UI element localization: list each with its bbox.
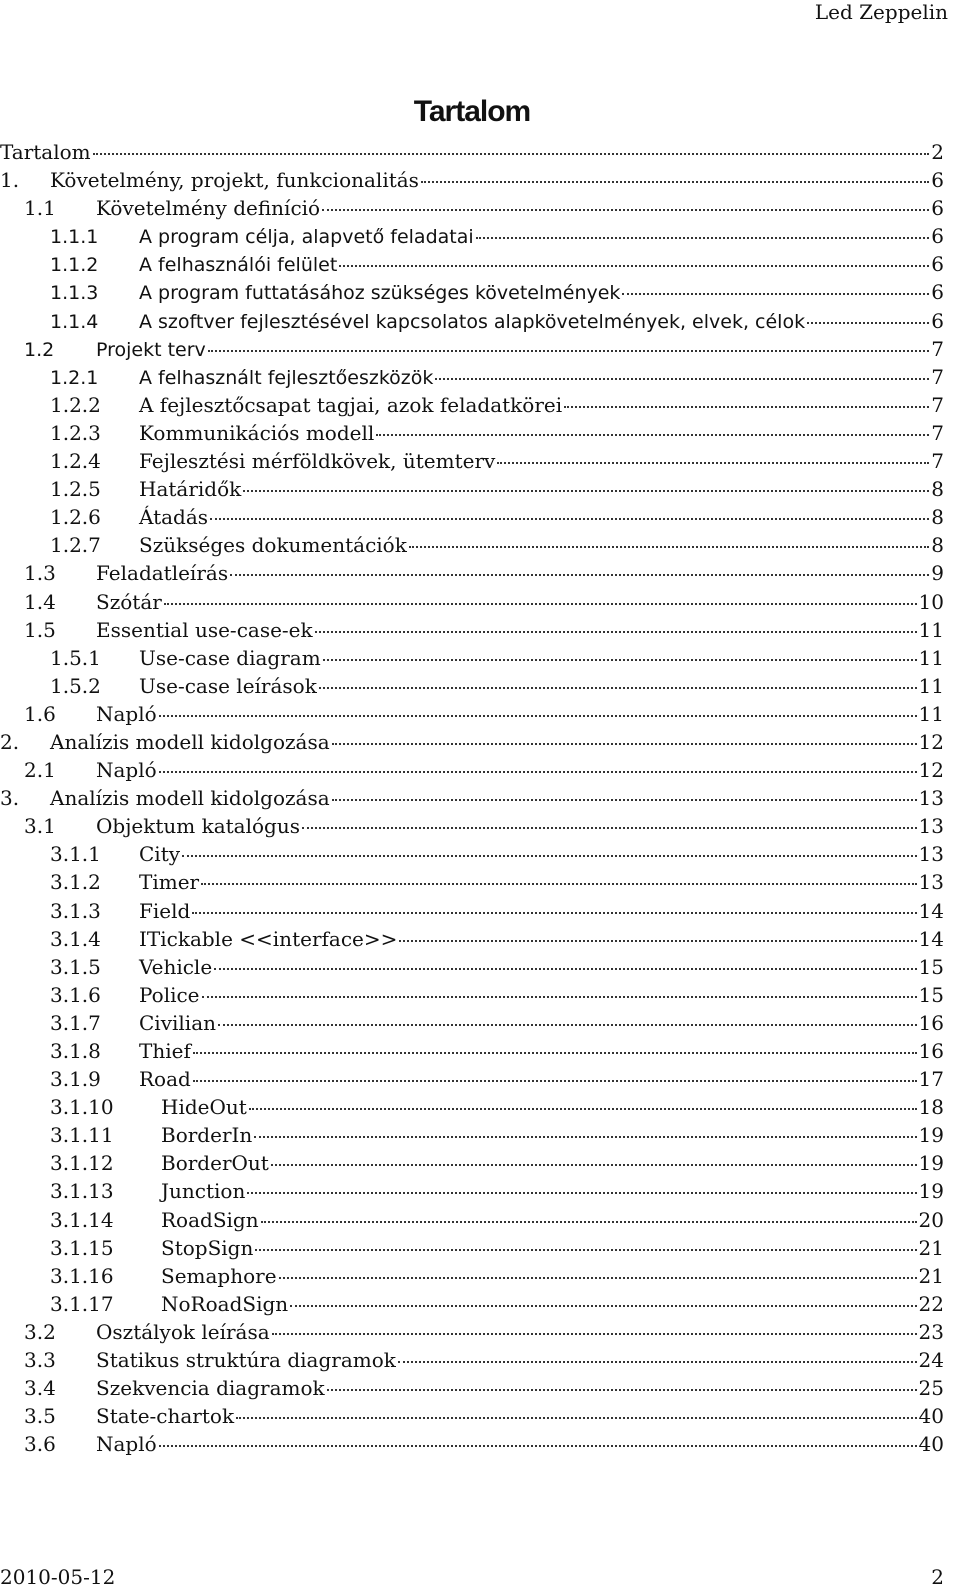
toc-entry-number: 1.5.2 xyxy=(50,673,101,698)
toc-entry-page: 22 xyxy=(918,1291,944,1316)
dot-leader xyxy=(261,1221,917,1223)
dot-leader xyxy=(315,631,917,633)
toc-entry-label: A szoftver fejlesztésével kapcsolatos alapkövetelmények, elvek, célok xyxy=(139,310,806,333)
toc-entry-number: 1.2.7 xyxy=(50,533,101,558)
toc-entry-number: 3.1.13 xyxy=(50,1179,114,1204)
dot-leader xyxy=(236,1417,916,1419)
toc-entry-page: 24 xyxy=(918,1348,944,1373)
toc-entry-number: 3.1.7 xyxy=(50,1010,101,1035)
toc-entry-number: 1.3 xyxy=(24,561,56,586)
toc-entry[interactable] xyxy=(0,1292,944,1320)
toc-entry-label: Semaphore xyxy=(161,1263,277,1288)
toc-entry-page: 7 xyxy=(931,364,944,389)
toc-entry[interactable] xyxy=(0,590,944,618)
toc-entry-page: 7 xyxy=(931,420,944,445)
dot-leader xyxy=(159,771,917,773)
toc-entry-page: 19 xyxy=(918,1151,944,1176)
toc-entry[interactable] xyxy=(0,758,944,786)
dot-leader xyxy=(247,1192,916,1194)
dot-leader xyxy=(399,940,916,942)
toc-entry-number: 1.6 xyxy=(24,701,56,726)
toc-entry-page: 7 xyxy=(931,392,944,417)
toc-entry-number: 3.1.8 xyxy=(50,1039,101,1063)
dot-leader xyxy=(192,912,916,914)
toc-entry[interactable] xyxy=(0,618,944,646)
dot-leader xyxy=(497,462,929,464)
toc-entry[interactable] xyxy=(0,1123,944,1151)
toc-entry-label: NoRoadSign xyxy=(161,1291,289,1316)
toc-entry-page: 11 xyxy=(918,645,944,670)
toc-entry-number: 3.4 xyxy=(24,1376,56,1401)
toc-entry-number: 1.2.4 xyxy=(50,449,101,474)
toc-entry-page: 25 xyxy=(918,1376,944,1401)
dot-leader xyxy=(208,350,929,352)
toc-entry[interactable] xyxy=(0,730,944,758)
toc-entry-number: 3.1.10 xyxy=(50,1095,114,1120)
toc-entry-number: 3.5 xyxy=(24,1404,56,1429)
toc-entry-page: 6 xyxy=(931,224,944,249)
toc-entry-page: 11 xyxy=(918,673,944,698)
toc-entry[interactable] xyxy=(0,1236,944,1264)
toc-entry-label: A felhasználói felület xyxy=(139,254,338,277)
toc-entry-page: 11 xyxy=(918,617,944,642)
toc-entry-page: 16 xyxy=(918,1039,944,1063)
dot-leader xyxy=(214,968,916,970)
toc-entry-page: 13 xyxy=(918,786,944,811)
toc-entry-number: 3.1.15 xyxy=(50,1235,114,1260)
toc-entry-number: 3.1.17 xyxy=(50,1291,114,1316)
toc-entry-page: 40 xyxy=(918,1432,944,1457)
toc-entry-number: 3.3 xyxy=(24,1348,56,1373)
toc-entry-label: Projekt terv xyxy=(96,338,206,361)
toc-entry[interactable] xyxy=(0,421,944,449)
toc-entry-label: Field xyxy=(139,898,191,923)
toc-entry-number: 1.1 xyxy=(24,196,56,221)
toc-entry-label: Road xyxy=(139,1067,191,1092)
dot-leader xyxy=(201,883,916,885)
toc-entry[interactable] xyxy=(0,140,944,168)
dot-leader xyxy=(230,574,929,576)
toc-entry-number: 3.1 xyxy=(24,814,56,839)
dot-leader xyxy=(164,603,917,605)
toc-entry-label: Kommunikációs modell xyxy=(139,420,375,445)
toc-entry-number: 1.2.2 xyxy=(50,392,101,417)
toc-entry-page: 17 xyxy=(918,1067,944,1092)
toc-entry[interactable] xyxy=(0,674,944,702)
toc-entry-number: 1.5 xyxy=(24,617,56,642)
toc-entry-number: 1.2.5 xyxy=(50,477,101,502)
dot-leader xyxy=(323,659,917,661)
toc-entry-label: Objektum katalógus xyxy=(96,814,300,839)
toc-entry-number: 3.1.4 xyxy=(50,926,101,951)
table-of-contents xyxy=(0,140,944,1460)
dot-leader xyxy=(327,1389,917,1391)
dot-leader xyxy=(159,715,917,717)
toc-entry[interactable] xyxy=(0,1039,944,1067)
toc-entry[interactable] xyxy=(0,393,944,421)
dot-leader xyxy=(255,1249,916,1251)
toc-entry-number: 3.1.12 xyxy=(50,1151,114,1176)
toc-entry[interactable] xyxy=(0,1264,944,1292)
dot-leader xyxy=(249,1108,917,1110)
toc-entry-label: A program futtatásához szükséges követelmények xyxy=(139,282,621,305)
toc-entry[interactable] xyxy=(0,224,944,252)
toc-entry-page: 10 xyxy=(918,589,944,614)
toc-entry-label: ITickable <<interface>> xyxy=(139,926,398,951)
toc-entry-label: Napló xyxy=(96,758,157,783)
toc-entry-number: 1.2.6 xyxy=(50,505,101,530)
toc-entry[interactable] xyxy=(0,899,944,927)
dot-leader xyxy=(435,378,929,380)
toc-entry-number: 3.2 xyxy=(24,1319,56,1344)
toc-entry-page: 6 xyxy=(931,168,944,193)
toc-entry[interactable] xyxy=(0,1320,944,1348)
dot-leader xyxy=(193,1052,917,1054)
toc-entry-page: 21 xyxy=(918,1263,944,1288)
toc-entry-page: 19 xyxy=(918,1179,944,1204)
toc-entry[interactable] xyxy=(0,927,944,955)
toc-entry-label: City xyxy=(139,842,181,867)
dot-leader xyxy=(409,546,929,548)
toc-entry-page: 2 xyxy=(931,140,944,164)
toc-entry-label: Osztályok leírása xyxy=(96,1319,270,1344)
dot-leader xyxy=(332,799,917,801)
toc-entry-label: StopSign xyxy=(161,1235,254,1260)
toc-entry-label: Szótár xyxy=(96,589,162,614)
toc-entry-number: 3.1.11 xyxy=(50,1123,114,1148)
dot-leader xyxy=(339,265,929,267)
dot-leader xyxy=(376,434,929,436)
toc-entry[interactable] xyxy=(0,842,944,870)
toc-entry-number: 3.1.2 xyxy=(50,870,101,895)
toc-entry-label: Essential use-case-ek xyxy=(96,617,313,642)
toc-entry[interactable] xyxy=(0,870,944,898)
toc-entry-page: 14 xyxy=(918,898,944,923)
toc-entry-label: Napló xyxy=(96,701,157,726)
toc-entry-number: 3.1.5 xyxy=(50,954,101,979)
toc-entry-number: 1.1.3 xyxy=(50,282,99,305)
toc-entry-page: 8 xyxy=(931,477,944,502)
toc-entry-number: 1.4 xyxy=(24,589,56,614)
toc-entry[interactable] xyxy=(0,1011,944,1039)
toc-entry-page: 6 xyxy=(931,308,944,333)
toc-entry-label: Szükséges dokumentációk xyxy=(139,533,407,558)
toc-entry[interactable] xyxy=(0,505,944,533)
dot-leader xyxy=(421,181,929,183)
toc-entry-label: Átadás xyxy=(139,505,209,530)
toc-entry-label: Fejlesztési mérföldkövek, ütemterv xyxy=(139,449,496,474)
dot-leader xyxy=(159,1445,917,1447)
toc-entry-label: Statikus struktúra diagramok xyxy=(96,1348,396,1373)
toc-entry-page: 8 xyxy=(931,533,944,558)
dot-leader xyxy=(272,1333,917,1335)
toc-entry[interactable] xyxy=(0,365,944,393)
toc-entry-label: BorderOut xyxy=(161,1151,269,1176)
toc-entry-label: Police xyxy=(139,982,200,1007)
toc-entry-label: Feladatleírás xyxy=(96,561,229,586)
toc-entry-page: 12 xyxy=(918,758,944,783)
dot-leader xyxy=(254,1136,916,1138)
toc-entry-label: Civilian xyxy=(139,1010,216,1035)
footer-date: 2010-05-12 xyxy=(0,1565,116,1589)
toc-entry[interactable] xyxy=(0,983,944,1011)
toc-entry-label: Napló xyxy=(96,1432,157,1457)
dot-leader xyxy=(398,1361,917,1363)
dot-leader xyxy=(243,490,929,492)
toc-entry[interactable] xyxy=(0,814,944,842)
toc-entry-label: Követelmény definíció xyxy=(96,196,321,221)
toc-entry-page: 7 xyxy=(931,336,944,361)
dot-leader xyxy=(302,827,917,829)
toc-entry-label: A felhasznált fejlesztőeszközök xyxy=(139,366,434,389)
toc-entry-label: HideOut xyxy=(161,1095,247,1120)
toc-entry[interactable] xyxy=(0,1208,944,1236)
toc-entry[interactable] xyxy=(0,168,944,196)
toc-entry[interactable] xyxy=(0,252,944,280)
toc-entry[interactable] xyxy=(0,196,944,224)
toc-entry-number: 3.1.14 xyxy=(50,1207,114,1232)
toc-entry-number: 1. xyxy=(0,168,20,193)
toc-entry-label: Tartalom xyxy=(0,140,91,164)
toc-entry-number: 1.5.1 xyxy=(50,645,101,670)
toc-entry-number: 2. xyxy=(0,729,20,754)
toc-entry[interactable] xyxy=(0,309,944,337)
toc-entry[interactable] xyxy=(0,646,944,674)
toc-entry[interactable] xyxy=(0,280,944,308)
toc-entry-page: 6 xyxy=(931,280,944,305)
toc-entry-label: A fejlesztőcsapat tagjai, azok feladatkörei xyxy=(139,392,563,417)
dot-leader xyxy=(476,237,930,239)
toc-entry-page: 13 xyxy=(918,814,944,839)
toc-entry-label: Junction xyxy=(161,1179,246,1204)
toc-entry[interactable] xyxy=(0,1432,944,1460)
toc-entry[interactable] xyxy=(0,955,944,983)
toc-entry-label: Timer xyxy=(139,870,200,895)
toc-entry-page: 8 xyxy=(931,505,944,530)
toc-entry-page: 14 xyxy=(918,926,944,951)
toc-entry[interactable] xyxy=(0,786,944,814)
toc-entry-page: 11 xyxy=(918,701,944,726)
running-header: Led Zeppelin xyxy=(814,0,948,24)
dot-leader xyxy=(319,687,917,689)
toc-entry-label: Use-case leírások xyxy=(139,673,317,698)
toc-entry[interactable] xyxy=(0,1067,944,1095)
dot-leader xyxy=(332,743,917,745)
dot-leader xyxy=(182,855,917,857)
toc-entry-number: 3.6 xyxy=(24,1432,56,1457)
toc-entry[interactable] xyxy=(0,561,944,589)
toc-entry-number: 1.1.4 xyxy=(50,310,99,333)
dot-leader xyxy=(271,1164,917,1166)
toc-entry[interactable] xyxy=(0,1348,944,1376)
toc-entry-label: A program célja, alapvető feladatai xyxy=(139,226,474,249)
dot-leader xyxy=(622,293,929,295)
toc-entry-page: 16 xyxy=(918,1010,944,1035)
toc-entry-number: 3.1.3 xyxy=(50,898,101,923)
toc-title: Tartalom xyxy=(413,95,531,128)
toc-entry-page: 19 xyxy=(918,1123,944,1148)
dot-leader xyxy=(218,1024,917,1026)
toc-entry-page: 9 xyxy=(931,561,944,586)
toc-entry[interactable] xyxy=(0,533,944,561)
toc-entry-number: 3.1.6 xyxy=(50,982,101,1007)
toc-entry-label: Határidők xyxy=(139,477,242,502)
toc-entry[interactable] xyxy=(0,337,944,365)
toc-entry-label: Követelmény, projekt, funkcionalitás xyxy=(50,168,419,193)
toc-entry-page: 15 xyxy=(918,954,944,979)
toc-entry-label: Analízis modell kidolgozása xyxy=(50,786,330,811)
toc-entry-number: 1.2 xyxy=(24,338,55,361)
toc-entry-label: RoadSign xyxy=(161,1207,259,1232)
toc-entry-label: Analízis modell kidolgozása xyxy=(50,729,330,754)
toc-entry-label: Vehicle xyxy=(139,954,213,979)
toc-entry-page: 18 xyxy=(918,1095,944,1120)
toc-entry-page: 21 xyxy=(918,1235,944,1260)
dot-leader xyxy=(210,518,929,520)
toc-entry[interactable] xyxy=(0,449,944,477)
toc-entry-label: State-chartok xyxy=(96,1404,235,1429)
toc-entry[interactable] xyxy=(0,1151,944,1179)
dot-leader xyxy=(279,1277,917,1279)
toc-entry-number: 1.2.1 xyxy=(50,366,99,389)
dot-leader xyxy=(322,209,929,211)
toc-entry-page: 13 xyxy=(918,870,944,895)
toc-entry-number: 1.1.2 xyxy=(50,254,99,277)
toc-entry-label: Thief xyxy=(139,1039,191,1063)
dot-leader xyxy=(202,996,917,998)
toc-entry[interactable] xyxy=(0,1095,944,1123)
toc-entry-page: 6 xyxy=(931,252,944,277)
footer-page-number: 2 xyxy=(931,1565,944,1589)
toc-entry-label: Szekvencia diagramok xyxy=(96,1376,325,1401)
toc-entry-number: 3.1.16 xyxy=(50,1263,114,1288)
dot-leader xyxy=(807,322,929,324)
page-footer xyxy=(0,1565,944,1589)
toc-entry[interactable] xyxy=(0,1179,944,1207)
toc-entry[interactable] xyxy=(0,477,944,505)
dot-leader xyxy=(193,1080,917,1082)
toc-entry-number: 1.2.3 xyxy=(50,420,101,445)
toc-entry-label: BorderIn xyxy=(161,1123,253,1148)
toc-entry-number: 3.1.1 xyxy=(50,842,101,867)
dot-leader xyxy=(93,153,930,155)
toc-entry-label: Use-case diagram xyxy=(139,645,321,670)
toc-entry-number: 3. xyxy=(0,786,20,811)
toc-entry-page: 15 xyxy=(918,982,944,1007)
toc-entry[interactable] xyxy=(0,1404,944,1432)
dot-leader xyxy=(564,406,929,408)
toc-entry-page: 13 xyxy=(918,842,944,867)
toc-entry-page: 20 xyxy=(918,1207,944,1232)
toc-entry-number: 2.1 xyxy=(24,758,56,783)
dot-leader xyxy=(290,1305,916,1307)
toc-entry-page: 7 xyxy=(931,449,944,474)
toc-entry[interactable] xyxy=(0,702,944,730)
toc-entry-page: 6 xyxy=(931,196,944,221)
toc-entry-page: 40 xyxy=(918,1404,944,1429)
toc-entry-number: 3.1.9 xyxy=(50,1067,101,1092)
toc-entry-page: 23 xyxy=(918,1319,944,1344)
toc-entry-page: 12 xyxy=(918,729,944,754)
toc-entry-number: 1.1.1 xyxy=(50,226,99,249)
toc-entry[interactable] xyxy=(0,1376,944,1404)
